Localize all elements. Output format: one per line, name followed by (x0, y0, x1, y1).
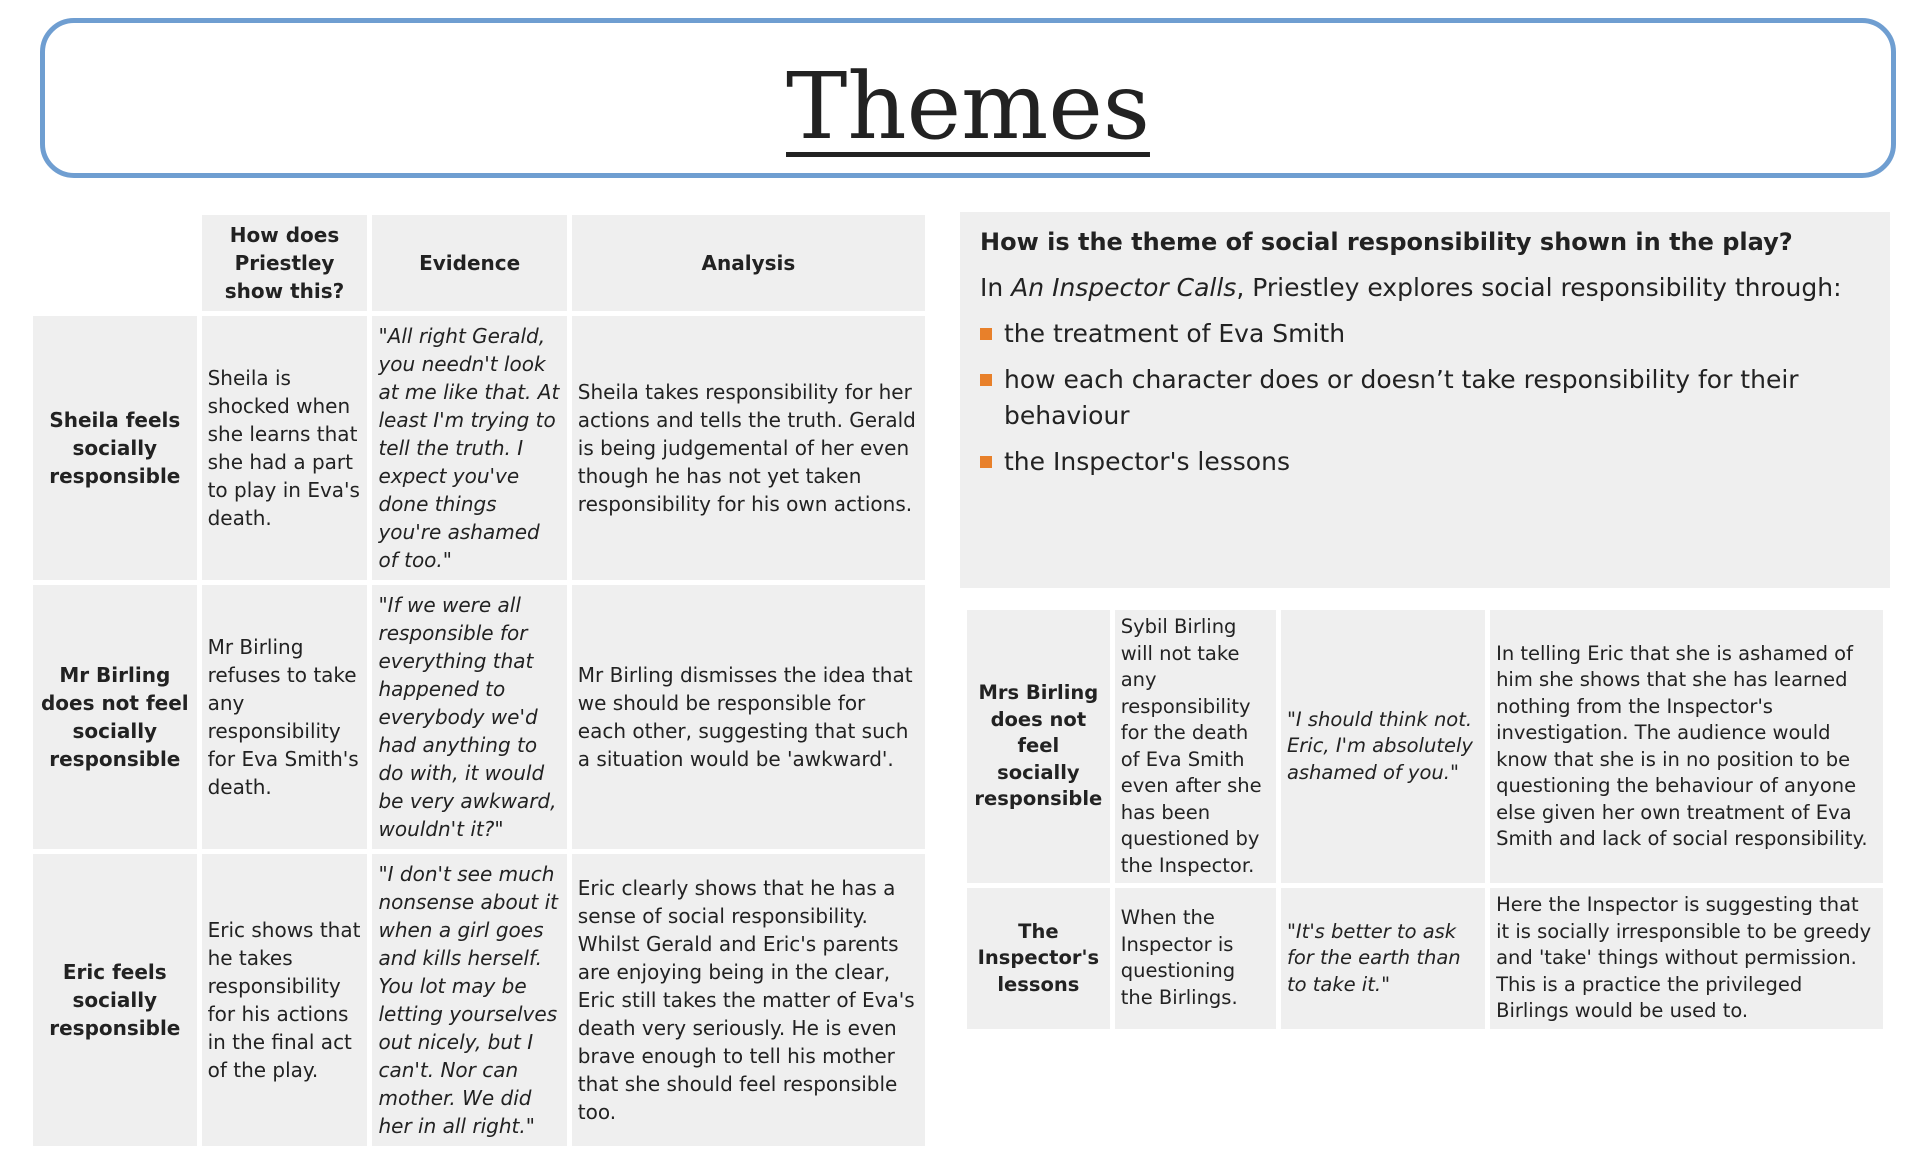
header-analysis: Analysis (572, 215, 925, 311)
evidence-cell: "I don't see much nonsense about it when a girl goes and kills herself. You lot may be letting yourselves out nicely, but I can't. Nor can mother. We did her in all right." (372, 854, 566, 1146)
bullet-text: how each character does or doesn’t take responsibility for their behaviour (1004, 365, 1799, 430)
table-row (967, 888, 1883, 1029)
analysis-cell: Sheila takes responsibility for her actions and tells the truth. Gerald is being judgemental of her even though he has not yet taken responsibility for his own actions. (572, 316, 925, 580)
how-cell: When the Inspector is questioning the Birlings. (1115, 888, 1276, 1029)
list-item (980, 444, 1870, 480)
analysis-cell: Here the Inspector is suggesting that it is socially irresponsible to be greedy and 'take' things without permission. This is a practice the privileged Birlings would be used to. (1490, 888, 1883, 1029)
analysis-cell: Mr Birling dismisses the idea that we should be responsible for each other, suggesting that such a situation would be 'awkward'. (572, 585, 925, 849)
table-row (33, 316, 925, 580)
table-row (33, 585, 925, 849)
intro-prefix: In (980, 273, 1012, 302)
bullet-text: the treatment of Eva Smith (1004, 319, 1346, 348)
social-responsibility-panel (960, 212, 1890, 588)
page-title (45, 53, 1891, 160)
evidence-cell: "If we were all responsible for everything that happened to everybody we'd had anything to do with, it would be very awkward, wouldn't it?" (372, 585, 566, 849)
row-label-mrs-birling: Mrs Birling does not feel socially responsible (967, 610, 1110, 883)
analysis-cell: In telling Eric that she is ashamed of him she shows that she has learned nothing from the Inspector's investigation. The audience would know that she is in no position to be questioning the behaviour of anyone else given her own treatment of Eva Smith and lack of social responsibility. (1490, 610, 1883, 883)
row-label-inspector: The Inspector's lessons (967, 888, 1110, 1029)
row-label-mr-birling: Mr Birling does not feel socially responsible (33, 585, 197, 849)
intro-suffix: , Priestley explores social responsibility through: (1236, 273, 1842, 302)
title-box (40, 18, 1896, 178)
empty-corner-cell (33, 215, 197, 311)
list-item (980, 316, 1870, 352)
square-bullet-icon (980, 328, 992, 340)
row-label-sheila: Sheila feels socially responsible (33, 316, 197, 580)
table-row (33, 854, 925, 1146)
how-cell: Sybil Birling will not take any responsibility for the death of Eva Smith even after she has been questioned by the Inspector. (1115, 610, 1276, 883)
play-title: An Inspector Calls (1011, 273, 1237, 302)
analysis-cell: Eric clearly shows that he has a sense of social responsibility. Whilst Gerald and Eric's parents are enjoying being in the clear, Eric still takes the matter of Eva's death very seriously. He is even brave enough to tell his mother that she should feel responsible too. (572, 854, 925, 1146)
left-themes-table (28, 210, 930, 1151)
list-item (980, 362, 1870, 434)
header-how: How does Priestley show this? (202, 215, 368, 311)
evidence-cell: "It's better to ask for the earth than to take it." (1281, 888, 1485, 1029)
how-cell: Sheila is shocked when she learns that she had a part to play in Eva's death. (202, 316, 368, 580)
table-row (967, 610, 1883, 883)
square-bullet-icon (980, 374, 992, 386)
right-themes-table (962, 605, 1888, 1034)
how-cell: Mr Birling refuses to take any responsibility for Eva Smith's death. (202, 585, 368, 849)
evidence-cell: "All right Gerald, you needn't look at me like that. At least I'm trying to tell the truth. I expect you've done things you're ashamed of too." (372, 316, 566, 580)
panel-heading: How is the theme of social responsibility shown in the play? (980, 228, 1793, 256)
evidence-cell: "I should think not. Eric, I'm absolutely ashamed of you." (1281, 610, 1485, 883)
how-cell: Eric shows that he takes responsibility for his actions in the final act of the play. (202, 854, 368, 1146)
table-header-row (33, 215, 925, 311)
panel-intro (980, 270, 1870, 306)
square-bullet-icon (980, 456, 992, 468)
page-title-text: Themes (786, 53, 1150, 160)
header-evidence: Evidence (372, 215, 566, 311)
bullet-text: the Inspector's lessons (1004, 447, 1290, 476)
theme-bullet-list (980, 316, 1870, 480)
row-label-eric: Eric feels socially responsible (33, 854, 197, 1146)
